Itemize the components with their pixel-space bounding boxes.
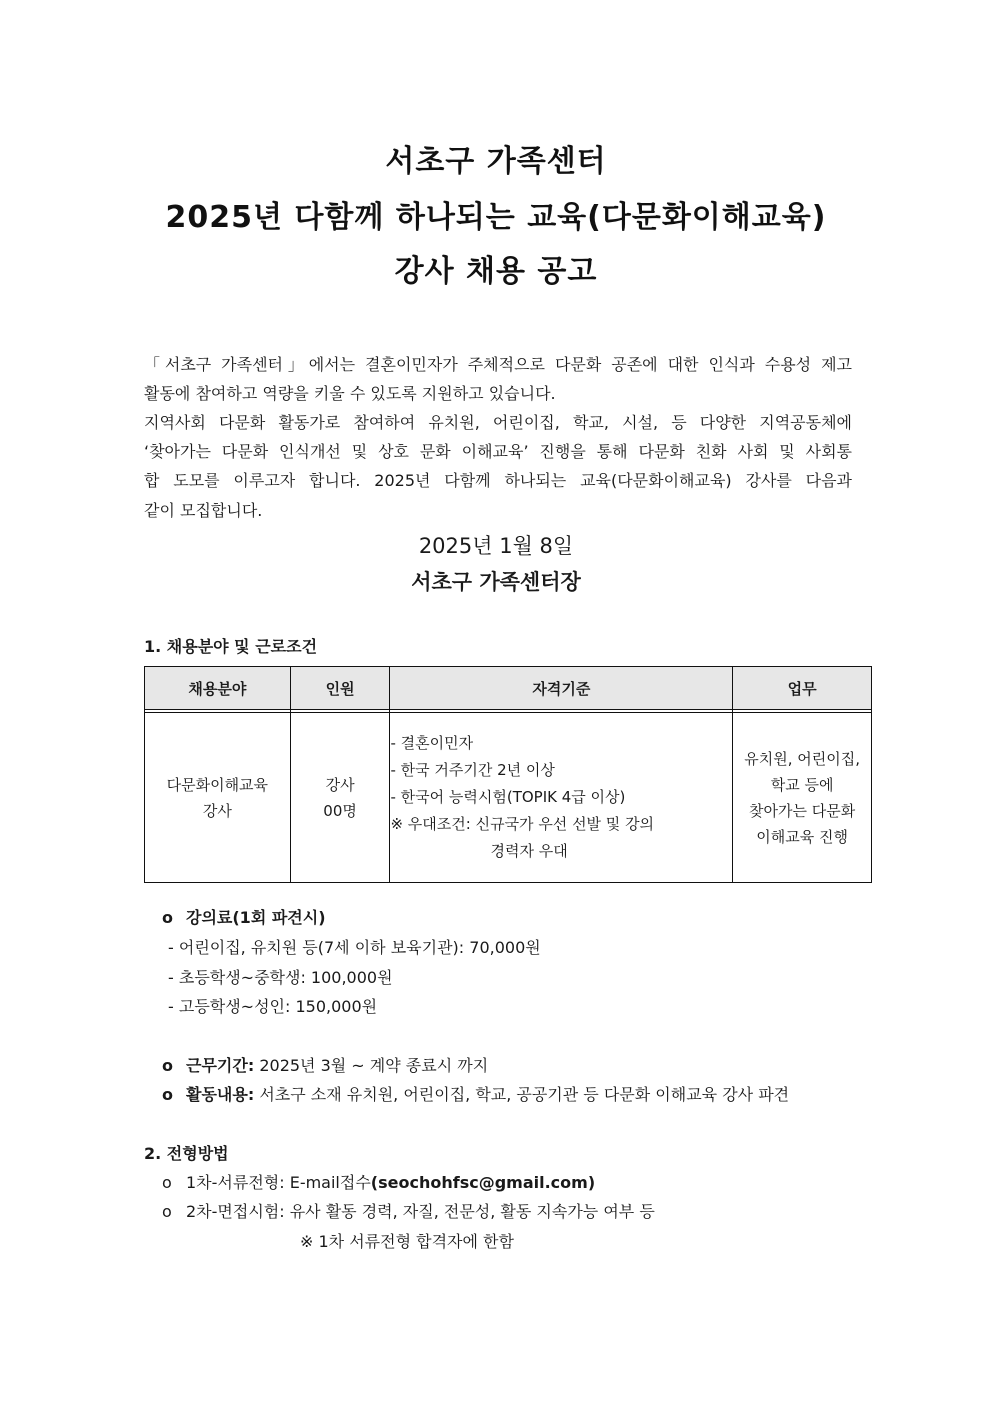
title-line-2: 2025년 다함께 하나되는 교육(다문화이해교육) (165, 200, 827, 235)
announcement-date: 2025년 1월 8일 (418, 534, 574, 558)
intro-line-4: ‘찾아가는 다문화 인식개선 및 상호 문화 이해교육’ 진행을 통해 다문화 친화 사회 및 사회통 (144, 442, 852, 461)
screening-step-2: o 2차-면접시험: 유사 활동 경력, 자질, 전문성, 활동 지속가능 여부 등 (162, 1197, 655, 1226)
qualification-item: ※ 우대조건: 신규국가 우선 선발 및 강의 (390, 815, 655, 833)
fee-item: - 초등학생~중학생: 100,000원 (168, 968, 393, 987)
issuer-name: 서초구 가족센터장 (411, 570, 581, 594)
cell-qualifications (390, 713, 733, 883)
header-field: 채용분야 (145, 667, 291, 710)
section-2-heading: 2. 전형방법 (144, 1144, 229, 1163)
header-qualifications: 자격기준 (390, 667, 733, 710)
title-line-3: 강사 채용 공고 (394, 254, 598, 289)
intro-line-5: 합 도모를 이루고자 합니다. 2025년 다함께 하나되는 교육(다문화이해교육) 강사를 다음과 (144, 471, 852, 490)
fee-heading: o 강의료(1회 파견시) (162, 903, 326, 932)
bullet-icon: o (162, 908, 173, 927)
bullet-icon: o (162, 1085, 173, 1104)
intro-line-6: 같이 모집합니다. (144, 501, 263, 520)
cell-duties: 유치원, 어린이집, 학교 등에 찾아가는 다문화 이해교육 진행 (733, 713, 872, 883)
bullet-icon: o (162, 1056, 173, 1075)
bullet-icon: o (162, 1173, 172, 1192)
application-email: (seochohfsc@gmail.com) (370, 1173, 596, 1192)
section-1-heading: 1. 채용분야 및 근로조건 (144, 637, 318, 656)
cell-count: 강사 00명 (290, 713, 390, 883)
recruitment-table (144, 666, 872, 883)
table-row (145, 713, 872, 883)
table-header-row (145, 667, 872, 710)
cell-field: 다문화이해교육 강사 (145, 713, 291, 883)
intro-line-2: 활동에 참여하고 역량을 키울 수 있도록 지원하고 있습니다. (144, 384, 556, 403)
qualification-item: - 결혼이민자 (390, 734, 474, 752)
fee-item: - 어린이집, 유치원 등(7세 이하 보육기관): 70,000원 (168, 938, 541, 957)
activity-content: o 활동내용: 서초구 소재 유치원, 어린이집, 학교, 공공기관 등 다문화 이해교육 강사 파견 (162, 1080, 789, 1109)
work-period: o 근무기간: 2025년 3월 ~ 계약 종료시 까지 (162, 1051, 488, 1080)
header-duties: 업무 (733, 667, 872, 710)
qualification-item: - 한국어 능력시험(TOPIK 4급 이상) (390, 788, 626, 806)
intro-line-1: 「서초구 가족센터」에서는 결혼이민자가 주체적으로 다문화 공존에 대한 인식과 수용성 제고 (144, 355, 852, 374)
qualification-item: - 한국 거주기간 2년 이상 (390, 761, 555, 779)
screening-step-1: o 1차-서류전형: E-mail접수(seochohfsc@gmail.com) (162, 1168, 595, 1197)
intro-line-3: 지역사회 다문화 활동가로 참여하여 유치원, 어린이집, 학교, 시설, 등 다양한 지역공동체에 (144, 413, 852, 432)
title-line-1: 서초구 가족센터 (385, 144, 607, 179)
header-count: 인원 (290, 667, 390, 710)
qualification-item: 경력자 우대 (490, 842, 568, 860)
screening-note: ※ 1차 서류전형 합격자에 한함 (300, 1232, 514, 1251)
bullet-icon: o (162, 1202, 172, 1221)
fee-item: - 고등학생~성인: 150,000원 (168, 997, 378, 1016)
